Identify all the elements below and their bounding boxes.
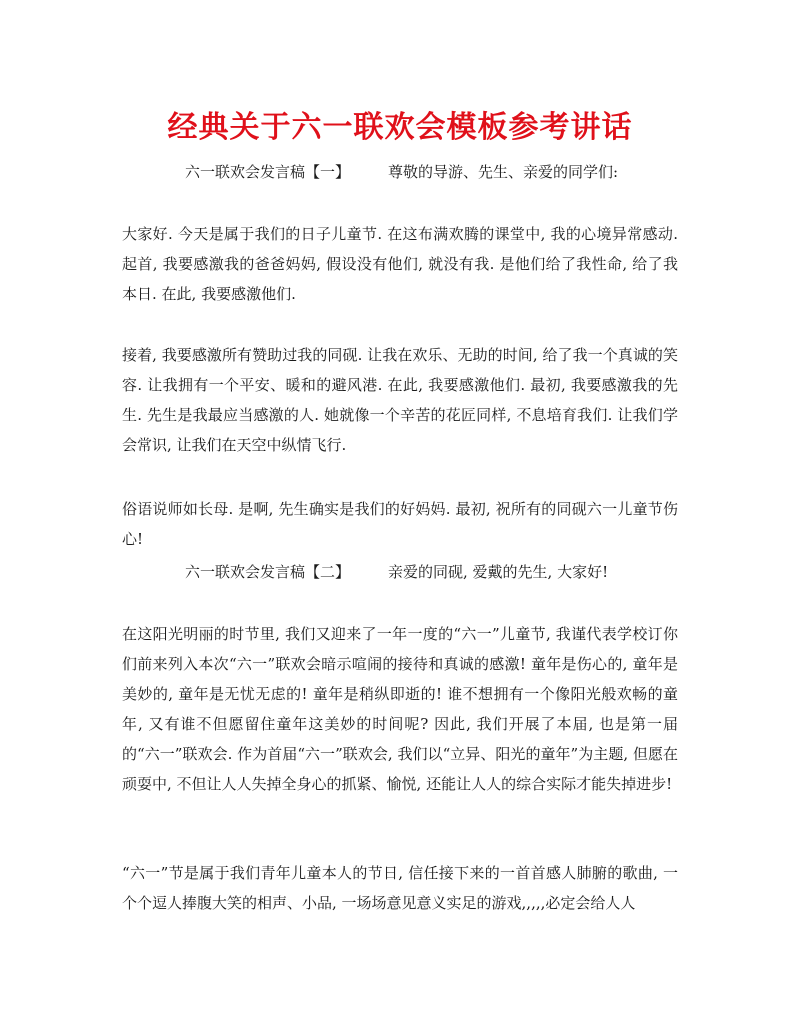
section-1-greeting: 尊敬的导游、先生、亲爱的同学们: xyxy=(388,163,619,181)
section-1-heading: 六一联欢会发言稿【一】 xyxy=(185,163,351,181)
section-2-greeting: 亲爱的同砚, 爱戴的先生, 大家好! xyxy=(388,563,609,581)
paragraph: “六一”节是属于我们青年儿童本人的节日, 信任接下来的一首首感人肺腑的歌曲, 一个个逗人捧腹大笑的相声、小品, 一场场意见意义实足的游戏,,,,,必定会给人人 xyxy=(122,864,678,912)
paragraph: 俗语说师如长母. 是啊, 先生确实是我们的好妈妈. 最初, 祝所有的同砚六一儿童节伤心! xyxy=(122,500,678,548)
paragraph: 大家好. 今天是属于我们的日子儿童节. 在这布满欢腾的课堂中, 我的心境异常感动. 起首, 我要感激我的爸爸妈妈, 假设没有他们, 就没有我. 是他们给了我性命, 给了我本日. 在此, 我要感激他们. xyxy=(122,225,678,303)
paragraph: 接着, 我要感激所有赞助过我的同砚. 让我在欢乐、无助的时间, 给了我一个真诚的笑容. 让我拥有一个平安、暖和的避风港. 在此, 我要感激他们. 最初, 我要感激我的先生. 先生是我最应当感激的人. 她就像一个辛苦的花匠同样, 不息培育我们. 让我们学会常识, 让我们在天空中纵情飞行. xyxy=(122,346,678,454)
section-2-heading: 六一联欢会发言稿【二】 xyxy=(185,563,351,581)
document-title: 经典关于六一联欢会模板参考讲话 xyxy=(167,110,633,145)
paragraph: 在这阳光明丽的时节里, 我们又迎来了一年一度的“六一”儿童节, 我谨代表学校订你们前来列入本次“六一”联欢会暗示喧闹的接待和真诚的感激! 童年是伤心的, 童年是美妙的, 童年是无忧无虑的! 童年是稍纵即逝的! 谁不想拥有一个像阳光般欢畅的童年, 又有谁不但愿留住童年这美妙的时间呢? 因此, 我们开展了本届, 也是第一届的“六一”联欢会. 作为首届“六一”联欢会, 我们以“立异、阳光的童年”为主题, 但愿在顽耍中, 不但让人人失掉全身心的抓紧、愉悦, 还能让人人的综合实际才能失掉进步! xyxy=(122,625,678,793)
